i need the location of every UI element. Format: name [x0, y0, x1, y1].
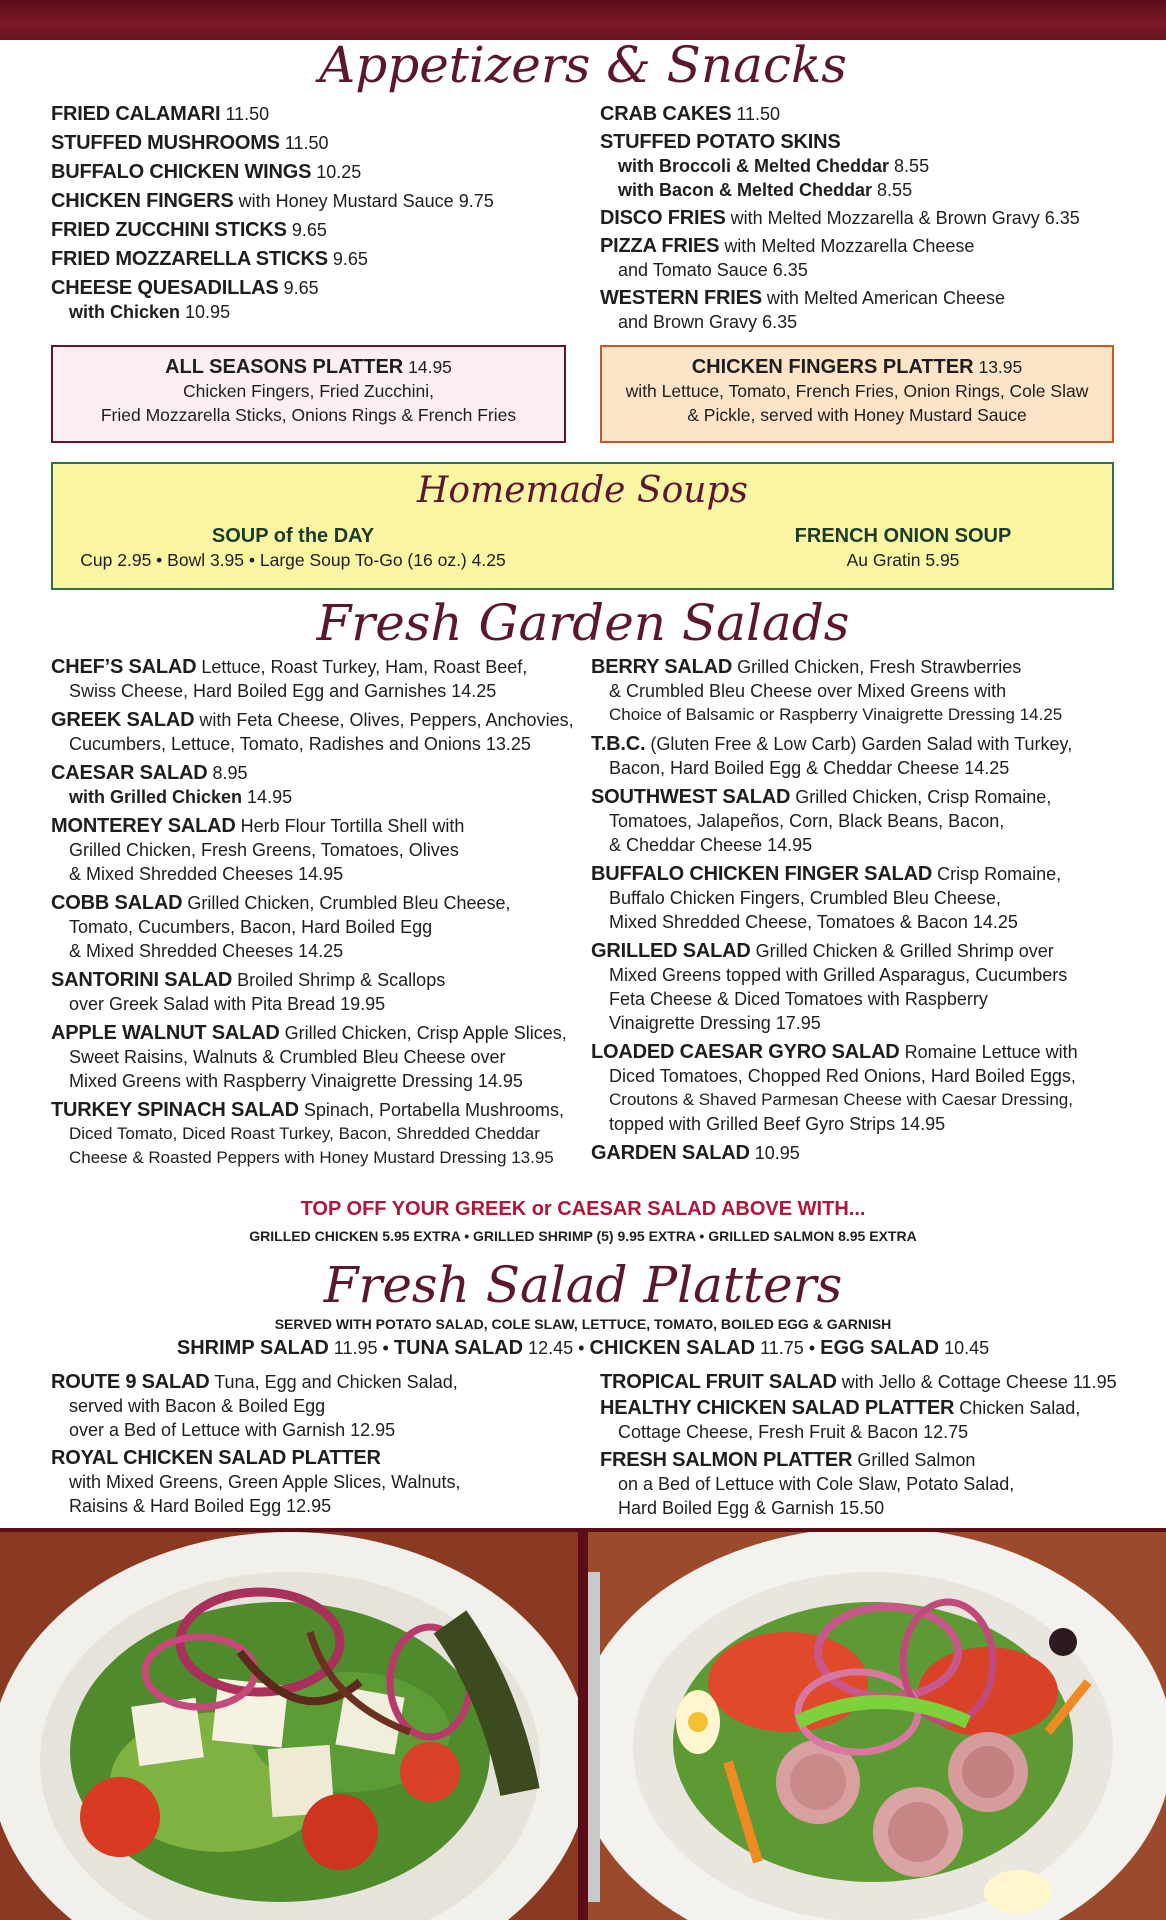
salads-left-column: [51, 655, 591, 1170]
menu-item: BERRY SALAD Grilled Chicken, Fresh Strawberries & Crumbled Bleu Cheese over Mixed Greens with Choice of Balsamic or Raspberry Vinaigrette Dressing 14.25: [591, 656, 1063, 724]
menu-item: CHEESE QUESADILLAS 9.65: [51, 277, 319, 299]
salads-title: Fresh Garden Salads: [316, 594, 850, 652]
menu-item: PIZZA FRIES with Melted Mozzarella Cheese: [600, 235, 975, 257]
menu-item: SANTORINI SALAD Broiled Shrimp & Scallops over Greek Salad with Pita Bread 19.95: [51, 969, 446, 1014]
platters-served-with: SERVED WITH POTATO SALAD, COLE SLAW, LETTUCE, TOMATO, BOILED EGG & GARNISH: [274, 1316, 892, 1332]
menu-item: TROPICAL FRUIT SALAD with Jello & Cottage Cheese 11.95: [600, 1371, 1117, 1393]
menu-item: FRESH SALMON PLATTER Grilled Salmon on a Bed of Lettuce with Cole Slaw, Potato Salad, Hard Boiled Egg & Garnish 15.50: [600, 1449, 1015, 1518]
menu-item: BUFFALO CHICKEN FINGER SALAD Crisp Romaine, Buffalo Chicken Fingers, Crumbled Bleu Cheese, Mixed Shredded Cheese, Tomatoes & Bacon 14.25: [591, 863, 1062, 932]
platters-title: Fresh Salad Platters: [323, 1256, 843, 1314]
appetizers-left-column: [51, 102, 571, 324]
soups-box: [51, 462, 1114, 590]
menu-item-desc: and Tomato Sauce 6.35: [618, 260, 808, 280]
menu-item: COBB SALAD Grilled Chicken, Crumbled Bleu Cheese, Tomato, Cucumbers, Bacon, Hard Boiled Egg & Mixed Shredded Cheeses 14.25: [51, 892, 511, 961]
menu-item: STUFFED POTATO SKINS: [600, 131, 841, 153]
menu-item: CHEF’S SALAD Lettuce, Roast Turkey, Ham, Roast Beef, Swiss Cheese, Hard Boiled Egg and Garnishes 14.25: [51, 656, 528, 701]
menu-item: FRIED MOZZARELLA STICKS 9.65: [51, 248, 368, 270]
menu-item: WESTERN FRIES with Melted American Cheese: [600, 287, 1005, 309]
platters-left-column: [51, 1370, 591, 1518]
menu-item: T.B.C. (Gluten Free & Low Carb) Garden Salad with Turkey, Bacon, Hard Boiled Egg & Cheddar Cheese 14.25: [591, 733, 1073, 778]
menu-item: STUFFED MUSHROOMS 11.50: [51, 132, 329, 154]
menu-item: HEALTHY CHICKEN SALAD PLATTER Chicken Salad, Cottage Cheese, Fresh Fruit & Bacon 12.75: [600, 1397, 1081, 1442]
menu-item: CHICKEN FINGERS with Honey Mustard Sauce 9.75: [51, 190, 494, 212]
appetizers-title: Appetizers & Snacks: [319, 36, 847, 94]
menu-item-option: with Broccoli & Melted Cheddar 8.55: [618, 156, 930, 176]
menu-item: ROUTE 9 SALAD Tuna, Egg and Chicken Salad, served with Bacon & Boiled Egg over a Bed of Lettuce with Garnish 12.95: [51, 1371, 458, 1440]
photo-gap: [578, 1532, 588, 1920]
menu-item-desc: and Brown Gravy 6.35: [618, 312, 798, 332]
menu-item: CRAB CAKES 11.50: [600, 103, 781, 125]
menu-item: DISCO FRIES with Melted Mozzarella & Brown Gravy 6.35: [600, 207, 1080, 229]
menu-item: TURKEY SPINACH SALAD Spinach, Portabella Mushrooms, Diced Tomato, Diced Roast Turkey, Bacon, Shredded Cheddar Cheese & Roasted Peppers with Honey Mustard Dressing 13.95: [51, 1099, 565, 1167]
french-onion-soup: FRENCH ONION SOUP Au Gratin 5.95: [794, 525, 1012, 570]
menu-item: GREEK SALAD with Feta Cheese, Olives, Peppers, Anchovies, Cucumbers, Lettuce, Tomato, Radishes and Onions 13.25: [51, 709, 574, 754]
salads-right-column: [591, 655, 1136, 1165]
menu-item-option: with Bacon & Melted Cheddar 8.55: [618, 180, 913, 200]
soups-title: Homemade Soups: [417, 470, 748, 511]
topoff-heading: TOP OFF YOUR GREEK or CAESAR SALAD ABOVE WITH...: [300, 1198, 866, 1220]
all-seasons-platter-box: ALL SEASONS PLATTER 14.95 Chicken Fingers, Fried Zucchini, Fried Mozzarella Sticks, Onions Rings & French Fries: [51, 345, 566, 443]
menu-item: BUFFALO CHICKEN WINGS 10.25: [51, 161, 362, 183]
platters-right-column: [600, 1370, 1160, 1520]
menu-item: CAESAR SALAD 8.95 with Grilled Chicken 14.95: [51, 762, 293, 807]
menu-item: GRILLED SALAD Grilled Chicken & Grilled Shrimp over Mixed Greens topped with Grilled Asparagus, Cucumbers Feta Cheese & Diced Tomatoes with Raspberry Vinaigrette Dressing 17.95: [591, 940, 1068, 1033]
menu-item: GARDEN SALAD 10.95: [591, 1142, 800, 1164]
soup-of-the-day: SOUP of the DAY Cup 2.95 • Bowl 3.95 • Large Soup To-Go (16 oz.) 4.25: [80, 525, 506, 570]
menu-item: SOUTHWEST SALAD Grilled Chicken, Crisp Romaine, Tomatoes, Jalapeños, Corn, Black Beans, Bacon, & Cheddar Cheese 14.95: [591, 786, 1052, 855]
appetizers-right-column: [600, 102, 1120, 334]
menu-item: FRIED CALAMARI 11.50: [51, 103, 270, 125]
chefs-salad-photo: [588, 1532, 1166, 1920]
greek-salad-photo: [0, 1532, 578, 1920]
menu-item-option: with Chicken 10.95: [69, 302, 231, 322]
menu-item: MONTEREY SALAD Herb Flour Tortilla Shell with Grilled Chicken, Fresh Greens, Tomatoes, Olives & Mixed Shredded Cheeses 14.95: [51, 815, 465, 884]
menu-item: FRIED ZUCCHINI STICKS 9.65: [51, 219, 327, 241]
platters-price-row: SHRIMP SALAD 11.95 • TUNA SALAD 12.45 • CHICKEN SALAD 11.75 • EGG SALAD 10.45: [176, 1337, 990, 1359]
topoff-extras: GRILLED CHICKEN 5.95 EXTRA • GRILLED SHRIMP (5) 9.95 EXTRA • GRILLED SALMON 8.95 EXTRA: [249, 1228, 917, 1244]
menu-item: LOADED CAESAR GYRO SALAD Romaine Lettuce with Diced Tomatoes, Chopped Red Onions, Hard Boiled Eggs, Croutons & Shaved Parmesan Cheese with Caesar Dressing, topped with Grilled Beef Gyro Strips 14.95: [591, 1041, 1078, 1134]
top-banner: [0, 0, 1166, 40]
menu-item: APPLE WALNUT SALAD Grilled Chicken, Crisp Apple Slices, Sweet Raisins, Walnuts & Crumbled Bleu Cheese over Mixed Greens with Raspberry Vinaigrette Dressing 14.95: [51, 1022, 567, 1091]
chicken-fingers-platter-box: CHICKEN FINGERS PLATTER 13.95 with Lettuce, Tomato, French Fries, Onion Rings, Cole Slaw & Pickle, served with Honey Mustard Sauce: [600, 345, 1114, 443]
menu-item: ROYAL CHICKEN SALAD PLATTER with Mixed Greens, Green Apple Slices, Walnuts, Raisins & Hard Boiled Egg 12.95: [51, 1447, 461, 1516]
